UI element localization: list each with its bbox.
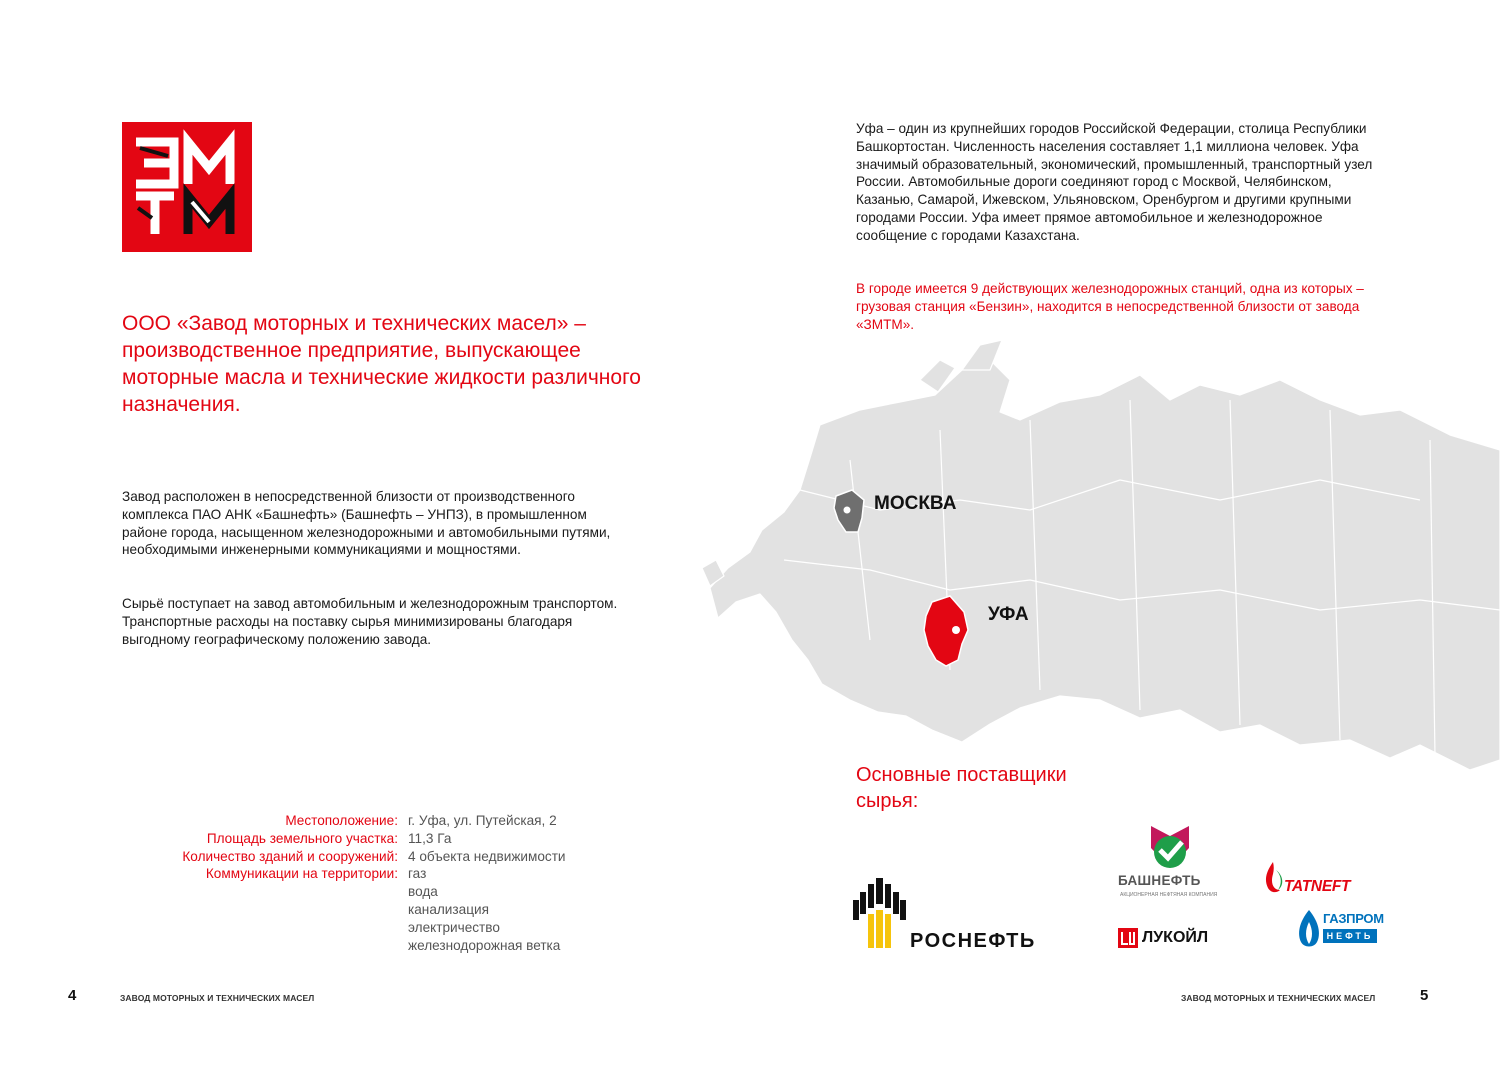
spec-value: 4 объекта недвижимости	[408, 848, 566, 864]
rosneft-emblem-icon	[852, 878, 908, 950]
spec-value: 11,3 Га	[408, 830, 452, 846]
supply-paragraph: Сырьё поступает на завод автомобильным и железнодорожным транспортом. Транспортные расходы на поставку сырья минимизированы благодаря выгодному географическому положению завода.	[122, 596, 618, 647]
tatneft-emblem-icon	[1262, 862, 1284, 896]
bashneft-wordmark: БАШНЕФТЬ	[1118, 873, 1201, 888]
rosneft-logo	[852, 878, 1084, 950]
spec-row-buildings	[0, 848, 640, 866]
gazprom-subtitle: НЕФТЬ	[1323, 929, 1377, 943]
tatneft-wordmark: TATNEFT	[1284, 878, 1351, 895]
ufa-description: Уфа – один из крупнейших городов Российской Федерации, столица Республики Башкортостан. Численность населения составляет 1,1 миллиона человек. Уфа значимый образовательный, экономический, промышленный, транспортный узел России. Автомобильные дороги соединяют город с Москвой, Челябинском, Казанью, Самарой, Ижевском, Ульяновском, Оренбургом и другими крупными городами России. Уфа имеет прямое автомобильное и железнодорожное сообщение с городами Казахстана.	[856, 121, 1373, 243]
lukoil-wordmark: ЛУКОЙЛ	[1142, 929, 1209, 946]
rosneft-wordmark: РОСНЕФТЬ	[910, 930, 1036, 952]
gazprom-neft-logo	[1295, 908, 1384, 950]
tatneft-logo	[1262, 862, 1380, 896]
spec-value: электричество	[408, 919, 500, 935]
zmtm-logo-icon	[122, 122, 252, 252]
bashneft-logo	[1115, 822, 1225, 902]
specs-list	[0, 812, 640, 954]
spec-value: вода	[408, 884, 438, 900]
bashneft-subtitle: АКЦИОНЕРНАЯ НЕФТЯНАЯ КОМПАНИЯ	[1120, 892, 1218, 898]
spec-row-utilities	[0, 865, 640, 954]
spec-row-area	[0, 830, 640, 848]
spec-value: газ	[408, 866, 427, 882]
footer-right: ЗАВОД МОТОРНЫХ И ТЕХНИЧЕСКИХ МАСЕЛ	[1181, 993, 1376, 1003]
spec-label: Количество зданий и сооружений:	[182, 848, 398, 864]
page-number-right: 5	[1420, 987, 1429, 1004]
russia-map	[700, 340, 1500, 790]
lukoil-logo	[1118, 928, 1228, 950]
spec-label: Коммуникации на территории:	[205, 866, 398, 882]
spec-value: железнодорожная ветка	[408, 937, 561, 953]
gazprom-flame-icon	[1295, 908, 1323, 950]
page-number-left: 4	[68, 987, 77, 1004]
spec-label: Местоположение:	[285, 813, 398, 828]
gazprom-wordmark: ГАЗПРОМ	[1323, 911, 1384, 926]
suppliers-title: Основные поставщики сырья:	[856, 764, 1067, 812]
spec-value: канализация	[408, 901, 489, 917]
company-logo	[122, 122, 252, 252]
location-paragraph: Завод расположен в непосредственной близости от производственного комплекса ПАО АНК «Башнефть» (Башнефть – УНПЗ), в промышленном районе города, насыщенном железнодорожными и автомобильными путями, необходимыми инженерными коммуникациями и мощностями.	[122, 489, 611, 558]
spec-row-location	[0, 812, 640, 830]
spec-label: Площадь земельного участка:	[206, 830, 398, 846]
russia-land	[710, 362, 1500, 770]
company-headline: ООО «Завод моторных и технических масел» – производственное предприятие, выпускающее моторные масла и технические жидкости различного назначения.	[122, 312, 641, 416]
bashneft-emblem-icon	[1115, 822, 1225, 872]
map-label-moscow: МОСКВА	[874, 493, 957, 514]
footer-left: ЗАВОД МОТОРНЫХ И ТЕХНИЧЕСКИХ МАСЕЛ	[120, 993, 315, 1003]
map-label-ufa: УФА	[988, 604, 1029, 625]
spec-value: г. Уфа, ул. Путейская, 2	[408, 813, 557, 828]
station-description: В городе имеется 9 действующих железнодорожных станций, одна из которых – грузовая станция «Бензин», находится в непосредственной близости от завода «ЗМТМ».	[856, 281, 1364, 332]
lukoil-emblem-icon	[1118, 928, 1140, 948]
